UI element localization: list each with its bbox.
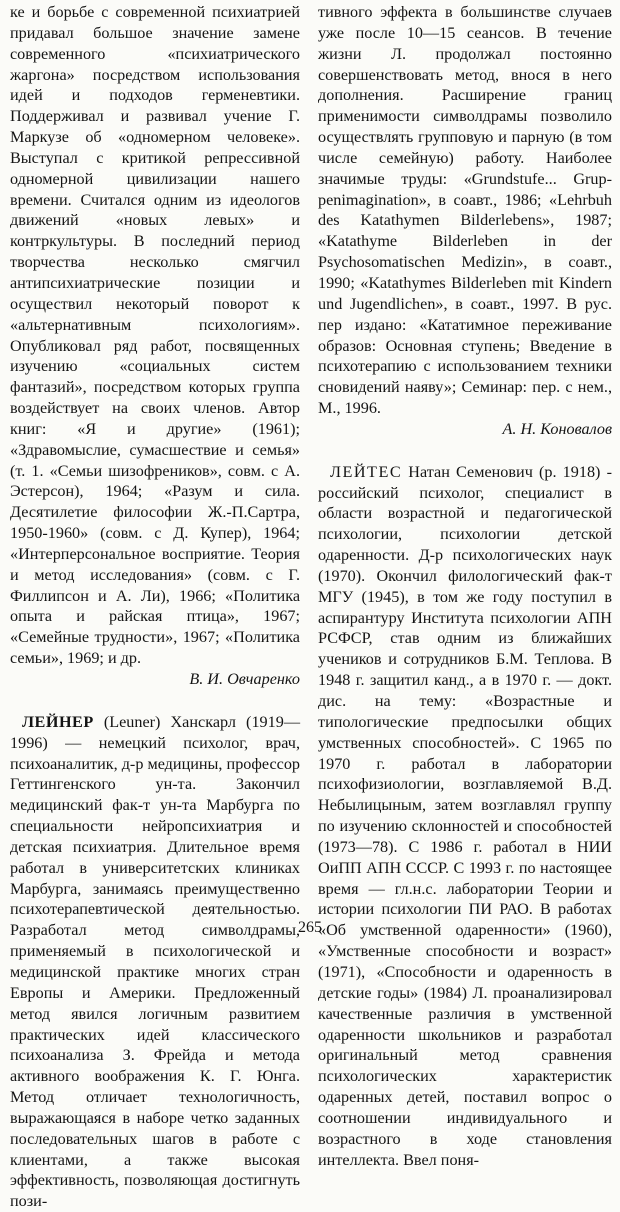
entry-author-signature: В. И. Овчаренко xyxy=(189,670,300,688)
entry-author-signature: А. Н. Коновалов xyxy=(502,419,612,438)
right-column xyxy=(318,2,612,1170)
continued-entry-text: ке и борьбе с современной психиатрией придавал большое значение замене современного «психиатрического жаргона» посредством использования идей и подходов герменевтики. Поддерживал и развивал учение Г. Маркузе об «одномерном человеке». Выступал с критикой репрессивной одномерной цивилизации нашего времени. Считался одним из идеологов движений «новых левых» и контркультуры. В последний период творчества несколько смягчил антипсихиатрические позиции и осуществил некоторый поворот к «альтернативным психологиям». Опубликовал ряд работ, посвященных изучению «социальных систем фантазий», посредством которых группа воздействует на своих членов. Автор книг: «Я и другие» (1961); «Здравомыслие, сумасшествие и семья» (т. 1. «Семьи шизофреников», совм. с А. Эстерсон), 1964; «Разум и сила. Десятилетие философии Ж.-П.Сартра, 1950-1960» (совм. с Д. Купер), 1964; «Интерперсональное восприятие. Теория и метод исследования» (совм. с Г. Филлипсон и А. Ли), 1966; «Политика опыта и райская птица», 1967; «Семейные трудности», 1967; «Политика семьи», 1969; и др. xyxy=(10,3,300,668)
continued-entry-text: тивного эффекта в большинстве случаев уже после 10—15 сеансов. В течение жизни Л. продолжал постоянно совершенствовать метод, внося в него дополнения. Расширение границ применимости символдрамы позволило осуществлять групповую и парную (в том числе семейную) работу. Наиболее значимые труды: «Grundstufe... Grup-penimagination», в соавт., 1986; «Lehrbuh des Katathymen Bilderlebens», 1987; «Katathyme Bilderleben in der Psychosomatischen Medizin», в соавт., 1990; «Katathymes Bilderleben mit Kindern und Jugendlichen», в соавт., 1997. В рус. пер издано: «Кататимное переживание образов: Основная ступень; Введение в психотерапию с использованием техники сновидений наяву»; Семинар: пер. с нем., М., 1996. xyxy=(318,3,612,418)
dictionary-entry xyxy=(318,462,612,1171)
entry-heading: ЛЕЙТЕС xyxy=(330,462,403,481)
left-column xyxy=(10,2,300,1212)
page-number: 265 xyxy=(298,919,322,936)
entry-heading: ЛЕЙНЕР xyxy=(22,712,94,731)
entry-body: Натан Семенович (р. 1918) - российский психолог, специалист в области возрастной и педагогической психологии, психологии детской одаренности. Д-р психологических наук (1970). Окончил филологический фак-т МГУ (1945), в том же году поступил в аспирантуру Института психологии АПН РСФСР, став одним из ближайших учеников и сотрудников Б.М. Теплова. В 1948 г. защитил канд., а в 1970 г. — докт. дис. на тему: «Возрастные и типологические предпосылки общих умственных способностей». С 1965 по 1970 г. работал в лаборатории психофизиологии, возглавляемой В.Д. Небылицыным, затем возглавлял группу по изучению склонностей и способностей (1973—78). С 1986 г. работал в НИИ ОиПП АПН СССР. С 1993 г. по настоящее время — гл.н.с. лаборатории Теории и истории психологии ПИ РАО. В работах «Об умственной одаренности» (1960), «Умственные способности и возраст» (1971), «Способности и одаренность в детские годы» (1984) Л. проанализировал качественные различия в умственной одаренности школьников и разработал оригинальный метод сравнения психологических характеристик одаренных детей, поставил вопрос о соотношении индивидуального и возрастного в ходе становления интеллекта. Ввел поня- xyxy=(318,462,612,1169)
dictionary-entry xyxy=(10,712,300,1212)
entry-body: (Leuner) Ханскарл (1919—1996) — немецкий психолог, врач, психоаналитик, д-р медицины, профессор Геттингенского ун-та. Закончил медицинский фак-т ун-та Марбурга по специальности нейропсихиатрия и детская психиатрия. Длительное время работал в университетских клиниках Марбурга, занимаясь преимущественно психотерапевтической деятельностью. Разработал метод символдрамы, применяемый в психологической и медицинской практике многих стран Европы и Америки. Предложенный метод явился логичным развитием практических идей классического психоанализа З. Фрейда и метода активного воображения К. Г. Юнга. Метод отличает технологичность, выражающаяся в наборе четко заданных последовательных шагов в работе с клиентами, а также высокая эффективность, позволяющая достигнуть пози- xyxy=(10,712,301,1211)
